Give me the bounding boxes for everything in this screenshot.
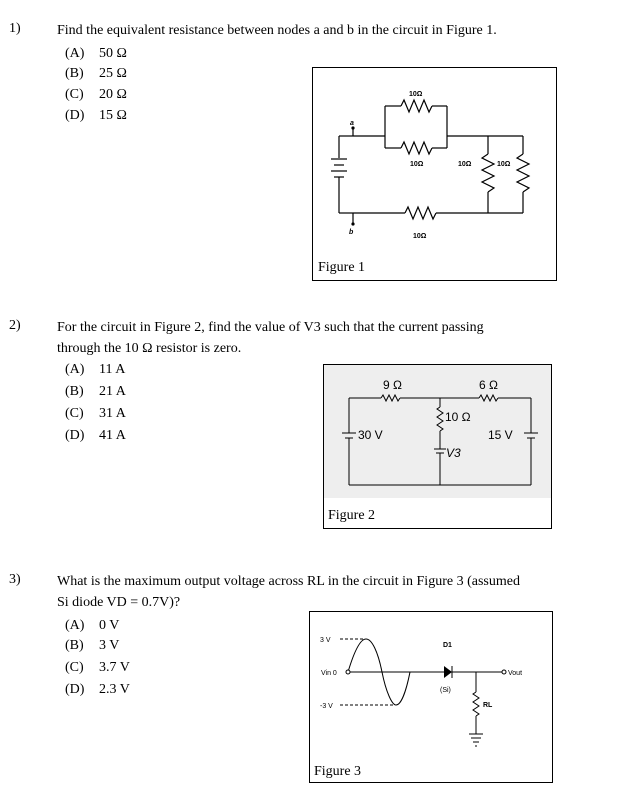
question-text: [57, 21, 497, 41]
resistor-6-label: 6 Ω: [479, 378, 498, 392]
resistor-label-top: 10Ω: [409, 91, 423, 98]
vin-negative-label: -3 V: [320, 703, 333, 710]
option-d[interactable]: (D) 15 Ω: [65, 108, 127, 123]
vout-label: Vout: [508, 670, 523, 677]
figure-caption: Figure 3: [314, 764, 362, 779]
option-a[interactable]: (A) 11 A: [65, 362, 126, 377]
figure-2: [323, 364, 552, 529]
question-text-line: For the circuit in Figure 2, find the value of V3 such that the current passing: [57, 320, 484, 335]
resistor-label-vertical-2: 10Ω: [497, 161, 511, 168]
resistor-label-bottom: 10Ω: [413, 233, 427, 240]
option-d[interactable]: (D) 41 A: [65, 428, 126, 443]
figure-3: [309, 611, 553, 783]
option-b[interactable]: (B) 25 Ω: [65, 66, 127, 81]
question-number: 1): [9, 21, 21, 36]
resistor-9-label: 9 Ω: [383, 378, 402, 392]
diode-type-label: (Si): [440, 687, 451, 694]
figure-caption: Figure 2: [328, 508, 376, 523]
source-15v-label: 15 V: [488, 428, 513, 442]
option-a[interactable]: (A) 0 V: [65, 618, 120, 633]
circuit-diagram-1: [313, 68, 556, 280]
question-text-line: Si diode VD = 0.7V)?: [57, 595, 181, 610]
question-text-line: What is the maximum output voltage across RL in the circuit in Figure 3 (assumed: [57, 574, 520, 589]
question-number: 2): [9, 318, 21, 333]
source-30v-label: 30 V: [358, 428, 383, 442]
node-a-label: a: [350, 120, 354, 127]
resistor-label-middle: 10Ω: [410, 161, 424, 168]
load-resistor-label: RL: [483, 702, 493, 709]
option-c[interactable]: (C) 20 Ω: [65, 87, 127, 102]
option-d[interactable]: (D) 2.3 V: [65, 682, 130, 697]
question-number: 3): [9, 572, 21, 587]
figure-caption: Figure 1: [318, 260, 366, 275]
question-text-line: through the 10 Ω resistor is zero.: [57, 341, 242, 356]
vin-zero-label: Vin 0: [321, 670, 337, 677]
circuit-diagram-3: [310, 612, 552, 782]
source-v3-label: V3: [446, 446, 461, 460]
resistor-label-vertical-1: 10Ω: [458, 161, 472, 168]
node-b-label: b: [349, 229, 354, 236]
diode-label: D1: [443, 642, 452, 649]
resistor-10-label: 10 Ω: [445, 410, 471, 424]
option-a[interactable]: (A) 50 Ω: [65, 46, 127, 61]
option-c[interactable]: (C) 31 A: [65, 406, 126, 421]
figure-1: [312, 67, 557, 281]
question-text-line: Find the equivalent resistance between nodes a and b in the circuit in Figure 1.: [57, 23, 497, 38]
option-c[interactable]: (C) 3.7 V: [65, 660, 130, 675]
option-b[interactable]: (B) 3 V: [65, 638, 120, 653]
option-b[interactable]: (B) 21 A: [65, 384, 126, 399]
vin-peak-label: 3 V: [320, 637, 331, 644]
circuit-diagram-2: [324, 365, 551, 528]
